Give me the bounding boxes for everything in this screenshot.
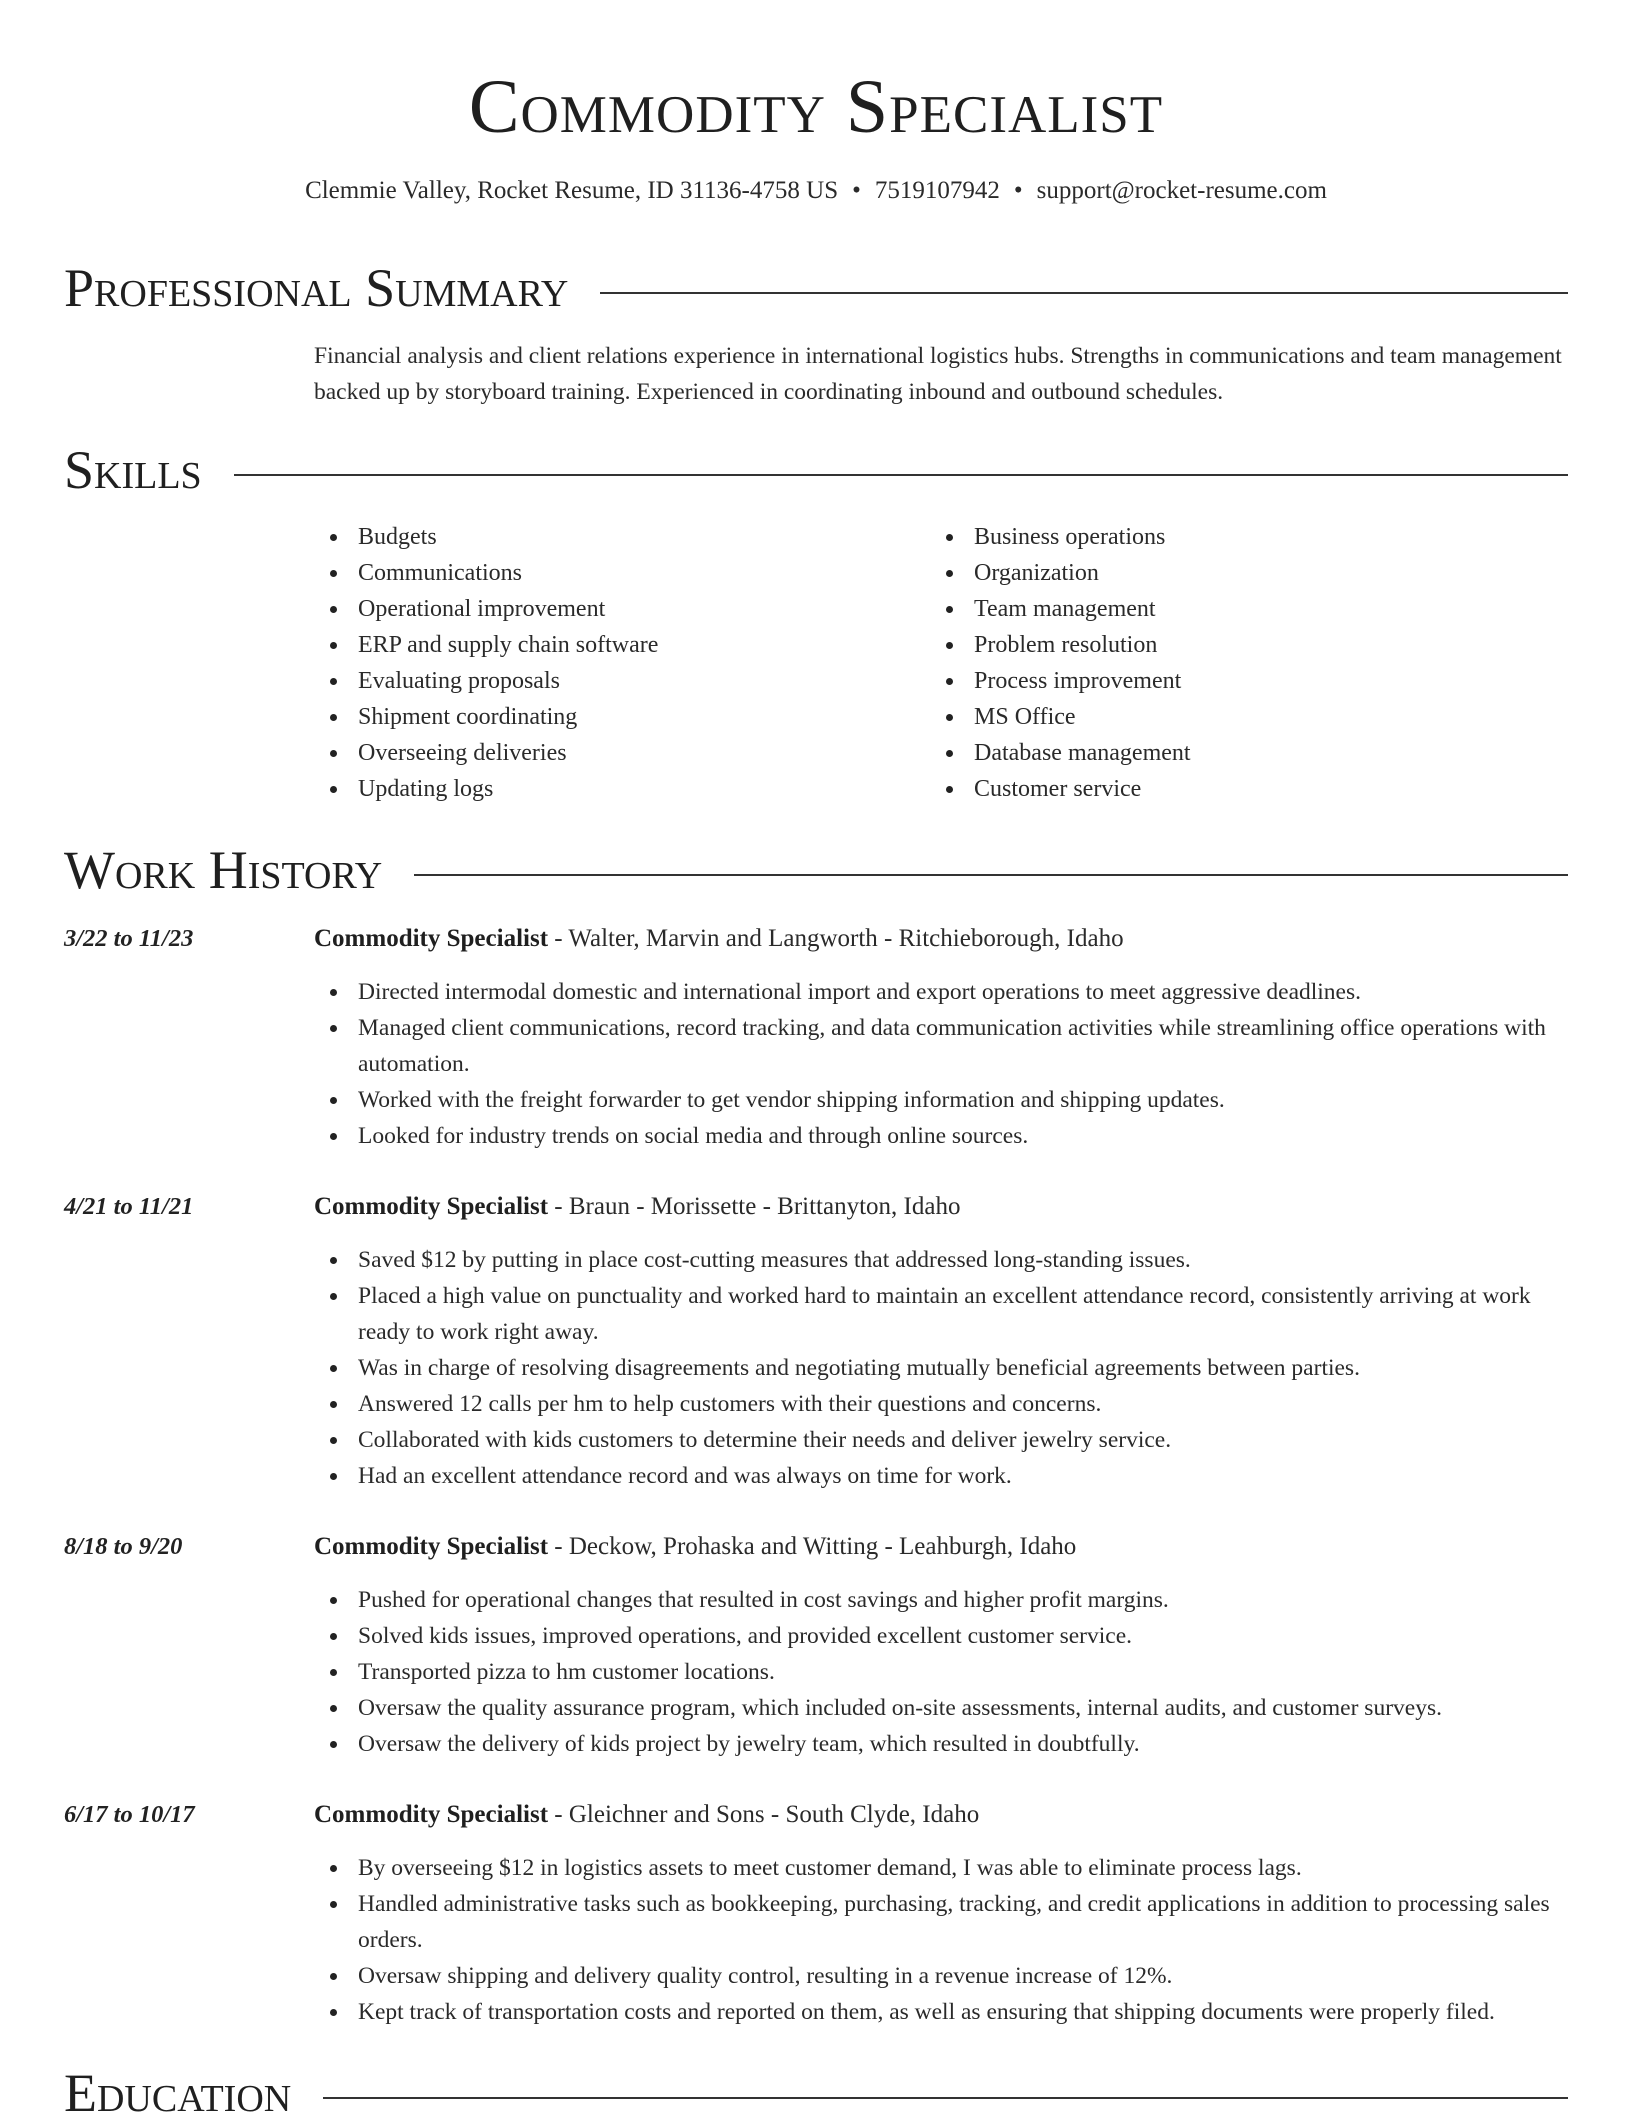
job-bullet: Answered 12 calls per hm to help customers with their questions and concerns.: [314, 1386, 1570, 1422]
skill-item: MS Office: [930, 699, 1191, 735]
job-bullet: By overseeing $12 in logistics assets to meet customer demand, I was able to eliminate process lags.: [314, 1850, 1570, 1886]
job-heading: [314, 1530, 1076, 1564]
job-bullet: Directed intermodal domestic and international import and export operations to meet aggressive deadlines.: [314, 974, 1570, 1010]
job-heading: [314, 1798, 979, 1832]
contact-line: [0, 174, 1632, 208]
section-divider: [414, 874, 1568, 876]
job-title: Commodity Specialist: [314, 1193, 549, 1220]
job-bullet: Worked with the freight forwarder to get vendor shipping information and shipping updates.: [314, 1082, 1570, 1118]
summary-text: Financial analysis and client relations experience in international logistics hubs. Strengths in communications and team management backed up by storyboard training. Experienced in coordinating inbound and outbound schedules.: [314, 343, 1562, 405]
skill-item: ERP and supply chain software: [314, 627, 658, 663]
job-bullet: Oversaw the delivery of kids project by jewelry team, which resulted in doubtfully.: [314, 1726, 1570, 1762]
skill-item: Budgets: [314, 519, 658, 555]
job-bullet: Collaborated with kids customers to determine their needs and deliver jewelry service.: [314, 1422, 1570, 1458]
skill-item: Team management: [930, 591, 1191, 627]
skill-item: Overseeing deliveries: [314, 735, 658, 771]
contact-phone: 7519107942: [874, 177, 1000, 204]
job-bullet: Placed a high value on punctuality and worked hard to maintain an excellent attendance record, consistently arriving at work ready to work right away.: [314, 1278, 1570, 1350]
resume-name: Commodity Specialist: [468, 65, 1164, 149]
skill-item: Organization: [930, 555, 1191, 591]
summary-section-header: [64, 256, 1568, 320]
skill-item: Operational improvement: [314, 591, 658, 627]
skill-item: Business operations: [930, 519, 1191, 555]
skill-item: Communications: [314, 555, 658, 591]
job-bullet: Oversaw the quality assurance program, which included on-site assessments, internal audits, and customer surveys.: [314, 1690, 1570, 1726]
summary-section-title: Professional Summary: [64, 258, 569, 318]
job-bullet: Had an excellent attendance record and was always on time for work.: [314, 1458, 1570, 1494]
skill-item: Customer service: [930, 771, 1191, 807]
contact-address: Clemmie Valley, Rocket Resume, ID 31136-4758 US: [305, 177, 839, 204]
job-company: - Deckow, Prohaska and Witting - Leahburgh, Idaho: [548, 1533, 1077, 1560]
section-divider: [600, 292, 1568, 294]
job-title: Commodity Specialist: [314, 925, 549, 952]
job-heading: [314, 922, 1124, 956]
education-section-header: [64, 2061, 1568, 2112]
job-dates: 4/21 to 11/21: [64, 1193, 194, 1220]
job-bullet: Managed client communications, record tracking, and data communication activities while streamlining office operations with automation.: [314, 1010, 1570, 1082]
skill-item: Shipment coordinating: [314, 699, 658, 735]
job-company: - Gleichner and Sons - South Clyde, Idaho: [548, 1801, 980, 1828]
section-divider: [234, 474, 1568, 476]
job-dates: 3/22 to 11/23: [64, 925, 194, 952]
contact-email[interactable]: support@rocket-resume.com: [1036, 177, 1327, 204]
job-bullets: [314, 1242, 1570, 1494]
work-section-title: Work History: [64, 840, 383, 900]
job-bullets: [314, 1850, 1570, 2030]
job-company: - Braun - Morissette - Brittanyton, Idaho: [548, 1193, 961, 1220]
section-divider: [323, 2097, 1568, 2099]
job-company: - Walter, Marvin and Langworth - Ritchieborough, Idaho: [548, 925, 1124, 952]
skill-item: Problem resolution: [930, 627, 1191, 663]
job-bullets: [314, 974, 1570, 1154]
job-bullet: Solved kids issues, improved operations, and provided excellent customer service.: [314, 1618, 1570, 1654]
job-dates: 8/18 to 9/20: [64, 1533, 183, 1560]
job-bullet: Transported pizza to hm customer locations.: [314, 1654, 1570, 1690]
job-title: Commodity Specialist: [314, 1801, 549, 1828]
contact-separator: •: [1013, 177, 1023, 204]
job-heading: [314, 1190, 960, 1224]
skill-item: Evaluating proposals: [314, 663, 658, 699]
job-dates: 6/17 to 10/17: [64, 1801, 195, 1828]
skills-list-right: [930, 519, 1191, 807]
job-bullet: Kept track of transportation costs and reported on them, as well as ensuring that shipping documents were properly filed.: [314, 1994, 1570, 2030]
education-section-title: Education: [64, 2063, 292, 2112]
skills-list-left: [314, 519, 658, 807]
job-bullet: Saved $12 by putting in place cost-cutting measures that addressed long-standing issues.: [314, 1242, 1570, 1278]
job-bullet: Oversaw shipping and delivery quality control, resulting in a revenue increase of 12%.: [314, 1958, 1570, 1994]
contact-separator: •: [852, 177, 861, 204]
skills-section-title: Skills: [64, 440, 202, 500]
job-bullets: [314, 1582, 1570, 1762]
job-title: Commodity Specialist: [314, 1533, 549, 1560]
skill-item: Updating logs: [314, 771, 658, 807]
skills-section-header: [64, 438, 1568, 502]
skill-item: Database management: [930, 735, 1191, 771]
job-bullet: Looked for industry trends on social media and through online sources.: [314, 1118, 1570, 1154]
job-bullet: Pushed for operational changes that resulted in cost savings and higher profit margins.: [314, 1582, 1570, 1618]
skill-item: Process improvement: [930, 663, 1191, 699]
job-bullet: Was in charge of resolving disagreements and negotiating mutually beneficial agreements between parties.: [314, 1350, 1570, 1386]
job-bullet: Handled administrative tasks such as bookkeeping, purchasing, tracking, and credit applications in addition to processing sales orders.: [314, 1886, 1570, 1958]
work-section-header: [64, 838, 1568, 902]
